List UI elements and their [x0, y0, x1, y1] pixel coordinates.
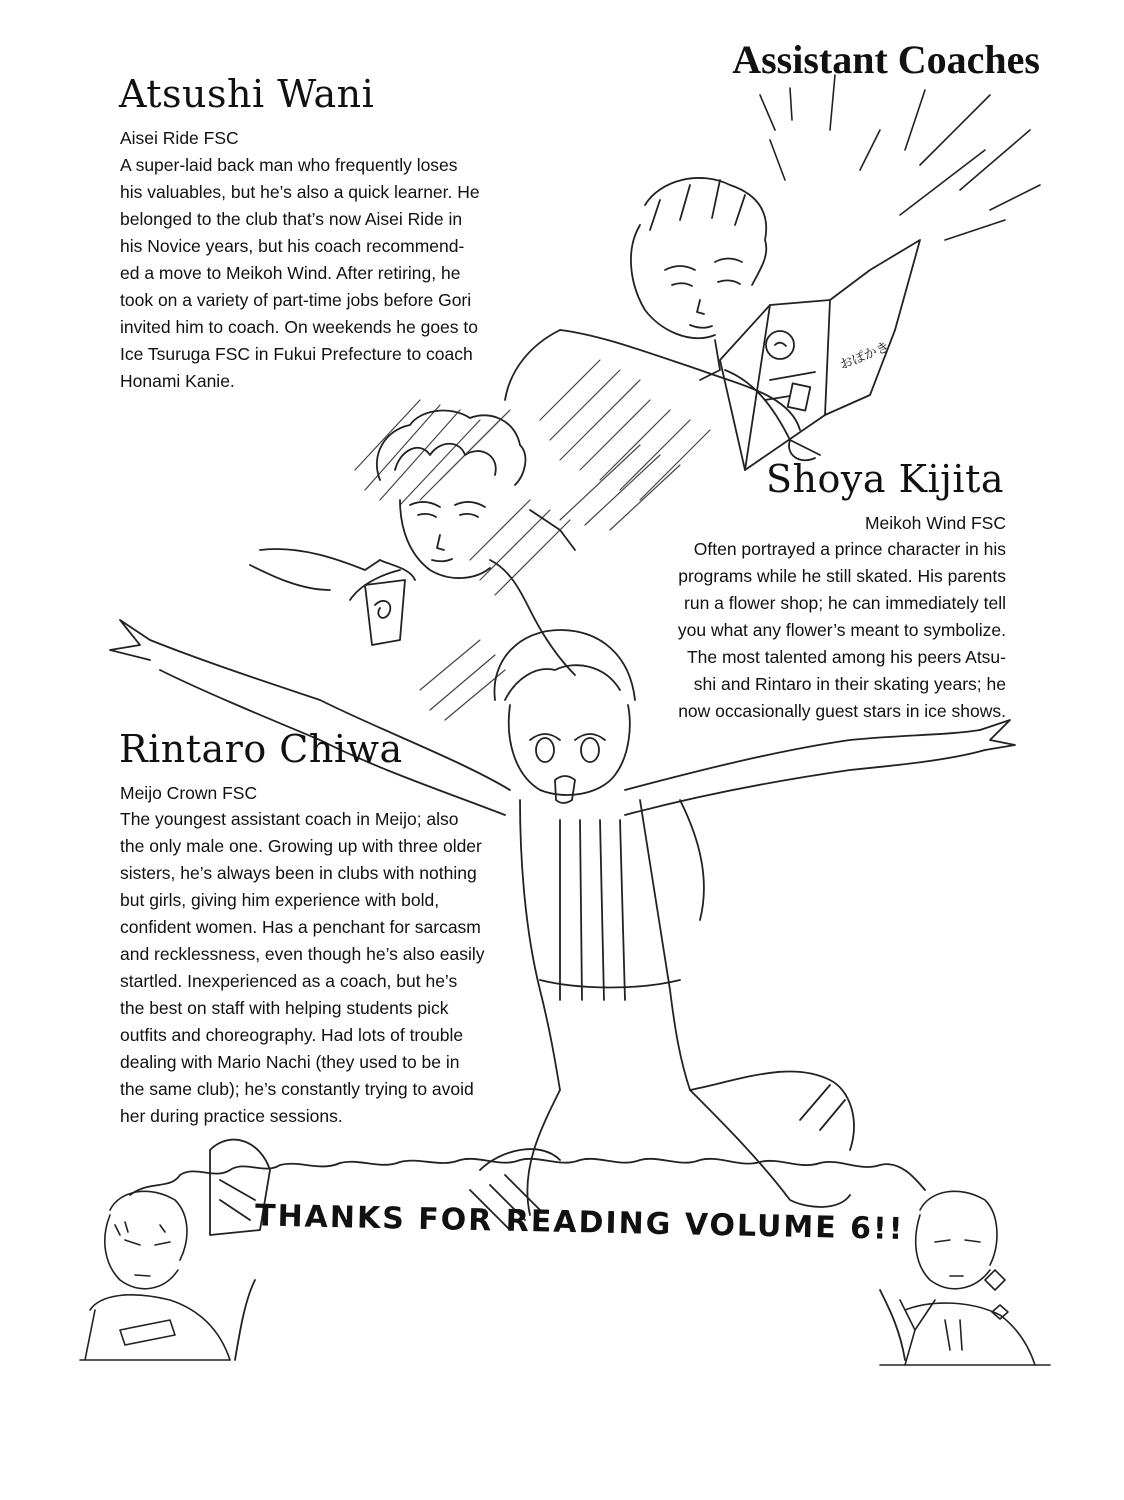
- chibi-left: [80, 1191, 230, 1360]
- bio-line: but girls, giving him experience with bold,: [120, 890, 440, 910]
- booklet-sign: おぽかき: [837, 339, 892, 374]
- bio-line: shi and Rintaro in their skating years; he: [693, 674, 1006, 694]
- bio-line: A super-laid back man who frequently loses: [120, 155, 458, 175]
- bio-line: his valuables, but he’s also a quick learner. He: [120, 182, 480, 202]
- bio-line: run a flower shop; he can immediately tell: [684, 593, 1006, 613]
- bio-line: sisters, he’s always been in clubs with nothing: [120, 863, 477, 883]
- thanks-message: THANKS FOR READING VOLUME 6!!: [254, 1198, 905, 1247]
- page-title: Assistant Coaches: [732, 37, 1040, 82]
- bio-line: the same club); he’s constantly trying to avoid: [120, 1079, 474, 1099]
- figure-shoya: [250, 411, 575, 675]
- bio-line: and recklessness, even though he’s also easily: [120, 944, 485, 964]
- profile-name-atsushi: Atsushi Wani: [119, 72, 375, 116]
- profile-club-rintaro: Meijo Crown FSC: [120, 783, 258, 803]
- bio-line: Ice Tsuruga FSC in Fukui Prefecture to coach: [120, 344, 473, 364]
- bio-line: the best on staff with helping students pick: [120, 998, 449, 1018]
- bio-line: his Novice years, but his coach recommend-: [120, 236, 465, 256]
- bio-line: now occasionally guest stars in ice shows.: [678, 701, 1006, 721]
- bio-line: programs while he still skated. His parents: [678, 566, 1006, 586]
- hatching: [355, 360, 710, 720]
- bio-line: The most talented among his peers Atsu-: [686, 647, 1006, 667]
- bio-line: invited him to coach. On weekends he goes to: [120, 317, 478, 337]
- bio-line: took on a variety of part-time jobs before Gori: [120, 290, 472, 310]
- bio-line: outfits and choreography. Had lots of trouble: [120, 1025, 464, 1045]
- profile-club-shoya: Meikoh Wind FSC: [864, 513, 1006, 533]
- bio-line: Often portrayed a prince character in his: [693, 539, 1006, 559]
- speed-lines: [760, 75, 1040, 240]
- bio-line: ed a move to Meikoh Wind. After retiring, he: [120, 263, 461, 283]
- bio-line: confident women. Has a penchant for sarcasm: [120, 917, 481, 937]
- bio-line: dealing with Mario Nachi (they used to be in: [120, 1052, 460, 1072]
- bio-line: you what any flower’s meant to symbolize.: [677, 620, 1006, 640]
- profile-bio-atsushi: [120, 152, 480, 395]
- bio-line: her during practice sessions.: [120, 1106, 343, 1126]
- bio-line: the only male one. Growing up with three older: [120, 836, 482, 856]
- bio-line: The youngest assistant coach in Meijo; also: [120, 809, 459, 829]
- profile-bio-shoya: [678, 536, 1006, 725]
- profile-name-shoya: Shoya Kijita: [766, 457, 1004, 501]
- figure-atsushi: [505, 178, 920, 470]
- profile-bio-rintaro: [120, 806, 484, 1130]
- chibi-right: [880, 1191, 1050, 1365]
- bio-line: startled. Inexperienced as a coach, but he’s: [120, 971, 458, 991]
- bio-line: Honami Kanie.: [120, 371, 235, 391]
- bio-line: belonged to the club that’s now Aisei Ride in: [120, 209, 463, 229]
- profile-name-rintaro: Rintaro Chiwa: [119, 727, 403, 771]
- profile-club-atsushi: Aisei Ride FSC: [120, 128, 239, 148]
